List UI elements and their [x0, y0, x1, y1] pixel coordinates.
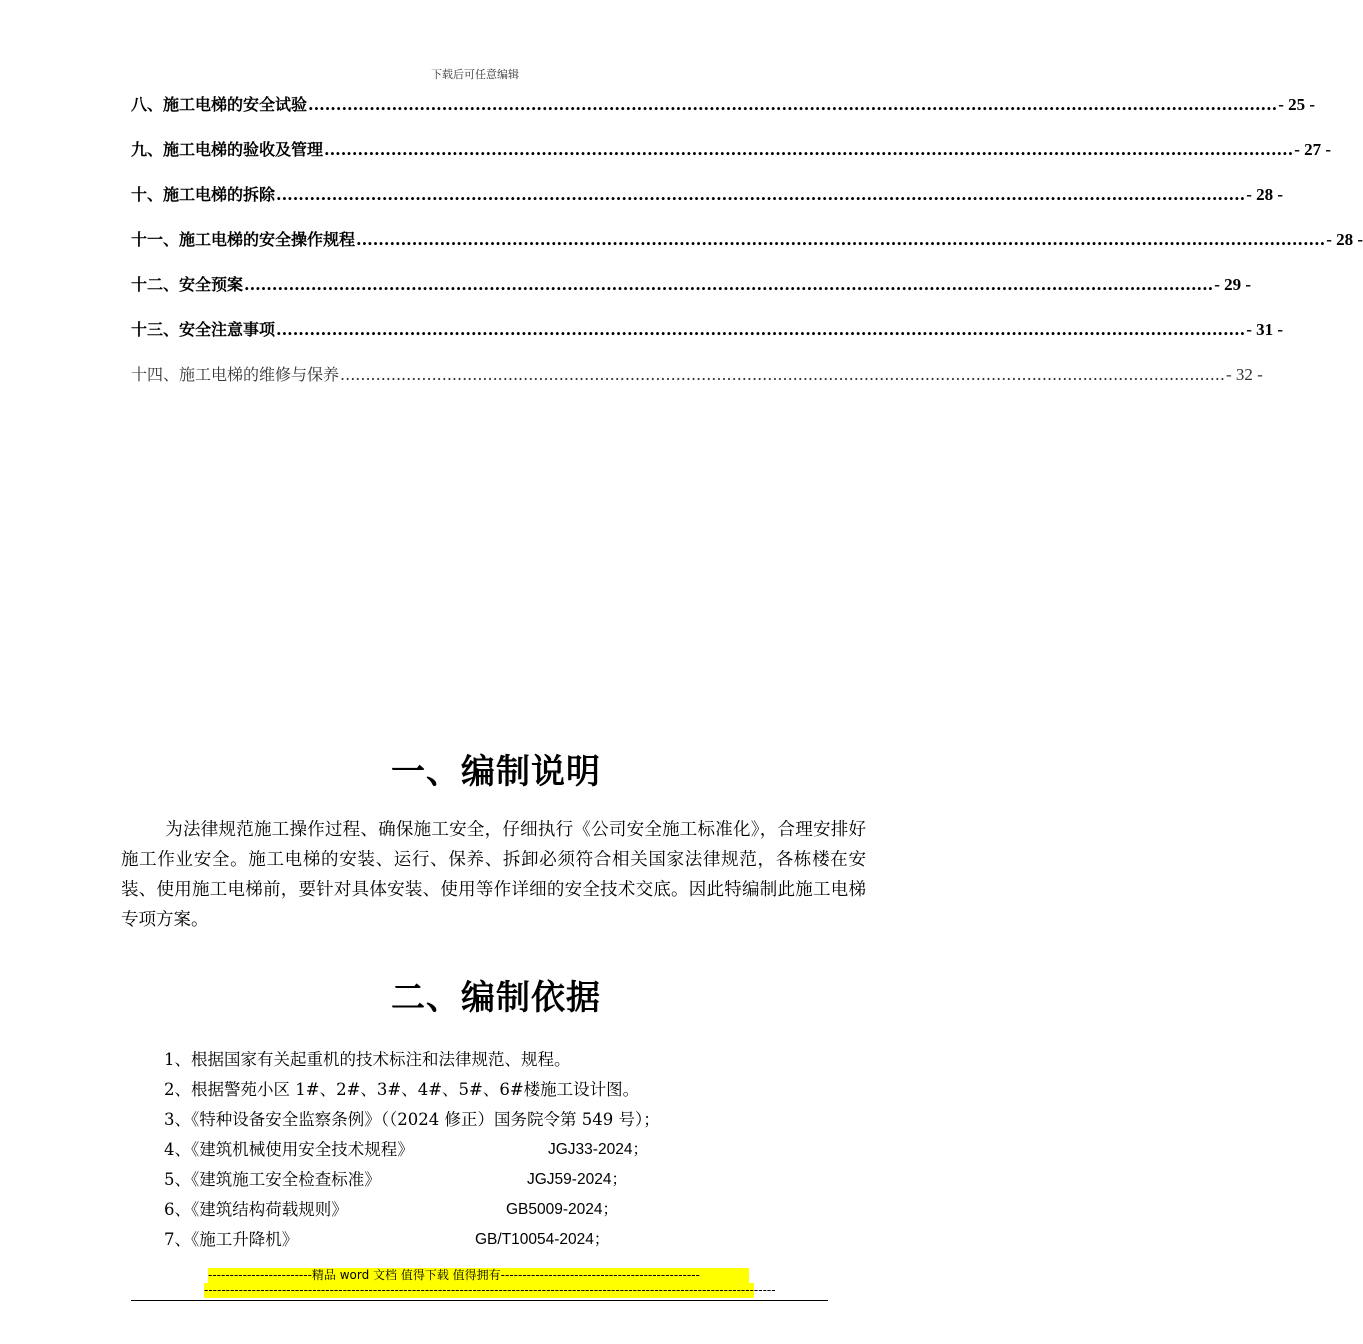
toc-entry-label: 十三、安全注意事项	[131, 320, 276, 339]
toc-page-number: - 28 -	[1246, 185, 1284, 204]
list-item	[164, 1103, 864, 1133]
footer-rule	[131, 1300, 828, 1301]
toc-entry[interactable]	[131, 227, 1363, 249]
list-item-text: 5、《建筑施工安全检查标准》	[164, 1170, 381, 1189]
list-item-text: 7、《施工升降机》	[164, 1230, 299, 1249]
paragraph-text: 为法律规范施工操作过程、确保施工安全，仔细执行《公司安全施工标准化》，合理安排好施工作业安全。施工电梯的安装、运行、保养、拆卸必须符合相关国家法律规范，各栋楼在安装、使用施工电梯前，要针对具体安装、使用等作详细的安全技术交底。因此特编制此施工电梯专项方案。	[121, 820, 866, 930]
toc-page-number: - 27 -	[1294, 140, 1332, 159]
list-item	[164, 1043, 864, 1073]
toc-entry-label: 十四、施工电梯的维修与保养	[131, 365, 340, 384]
toc-entry-label: 十二、安全预案	[131, 275, 244, 294]
list-item-text: 6、《建筑结构荷载规则》	[164, 1200, 348, 1219]
list-item	[164, 1133, 864, 1163]
toc-page-number: - 31 -	[1246, 320, 1284, 339]
toc-leader-dots: ..............................................................................................................................................................................	[356, 230, 1326, 249]
toc-entry-label: 十、施工电梯的拆除	[131, 185, 276, 204]
footer-dashes: ------------------------------------------------------------------------------------------------------------------------------------	[204, 1283, 776, 1297]
list-item-text: 4、《建筑机械使用安全技术规程》	[164, 1140, 414, 1159]
toc-page-number: - 29 -	[1214, 275, 1252, 294]
list-item	[164, 1193, 864, 1223]
toc-entry[interactable]	[131, 182, 1284, 204]
list-item-text: 3、《特种设备安全监察条例》（（2024 修正）国务院令第 549 号）；	[164, 1110, 660, 1129]
standard-code: GB5009-2024；	[506, 1201, 619, 1218]
toc-leader-dots: ..............................................................................................................................................................................	[276, 320, 1246, 339]
toc-page-number: - 25 -	[1278, 95, 1316, 114]
list-item	[164, 1223, 864, 1253]
toc-entry[interactable]	[131, 362, 1263, 384]
list-item-text: 1、根据国家有关起重机的技术标注和法律规范、规程。	[164, 1050, 571, 1069]
toc-leader-dots: ..............................................................................................................................................................................	[324, 140, 1294, 159]
toc-leader-dots: ..............................................................................................................................................................................	[340, 365, 1225, 384]
toc-page-number: - 32 -	[1225, 365, 1263, 384]
list-item	[164, 1073, 864, 1103]
basis-list	[164, 1043, 864, 1253]
body-paragraph	[121, 815, 866, 935]
footer-banner: ------------------------精品 word 文档 值得下载 值得拥有----------------------------------------------	[208, 1268, 749, 1283]
toc-page-number: - 28 -	[1326, 230, 1363, 249]
list-item	[164, 1163, 864, 1193]
toc-entry-label: 八、施工电梯的安全试验	[131, 95, 308, 114]
toc-entry[interactable]	[131, 317, 1284, 339]
toc-leader-dots: ..............................................................................................................................................................................	[308, 95, 1278, 114]
toc-entry-label: 九、施工电梯的验收及管理	[131, 140, 324, 159]
section-heading: 一、编制说明	[391, 752, 601, 792]
list-item-text: 2、根据警苑小区 1#、2#、3#、4#、5#、6#楼施工设计图。	[164, 1080, 640, 1099]
standard-code: JGJ33-2024；	[548, 1141, 648, 1158]
toc-leader-dots: ..............................................................................................................................................................................	[276, 185, 1246, 204]
toc-entry[interactable]	[131, 137, 1332, 159]
toc-entry-label: 十一、施工电梯的安全操作规程	[131, 230, 356, 249]
standard-code: JGJ59-2024；	[527, 1171, 627, 1188]
standard-code: GB/T10054-2024；	[475, 1231, 610, 1248]
section-heading: 二、编制依据	[391, 978, 601, 1018]
header-note: 下载后可任意编辑	[431, 68, 519, 81]
toc-leader-dots: ..............................................................................................................................................................................	[244, 275, 1214, 294]
toc-entry[interactable]	[131, 272, 1252, 294]
toc-entry[interactable]	[131, 92, 1316, 114]
